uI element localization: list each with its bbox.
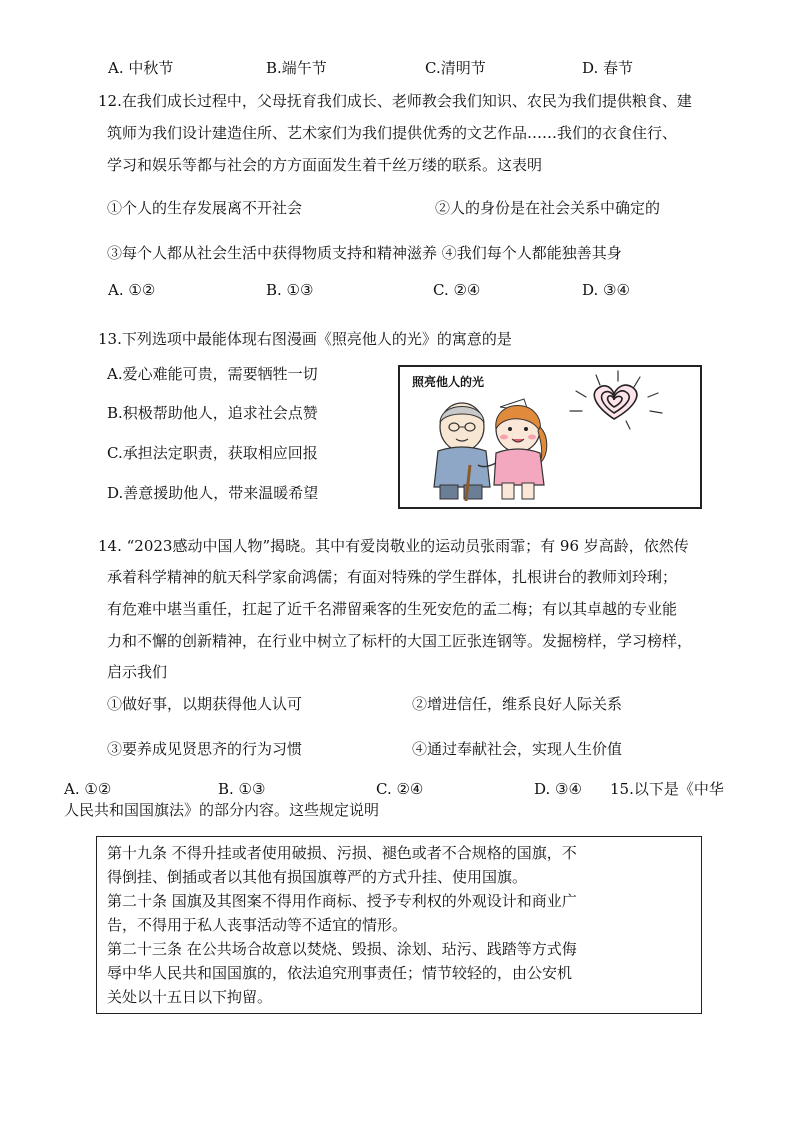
q14-statement-1: ①做好事，以期获得他人认可 [107, 695, 303, 713]
q15-stem: 15.以下是《中华 [610, 780, 724, 798]
q14-statement-3: ③要养成见贤思齐的行为习惯 [107, 740, 303, 758]
q13-option-a: A.爱心难能可贵，需要牺牲一切 [107, 365, 318, 383]
q13-option-d: D.善意援助他人，带来温暖希望 [107, 484, 319, 502]
q12-option-d: D. ③④ [582, 281, 630, 299]
q12-option-a: A. ①② [108, 281, 156, 299]
q12-statement-1: ①个人的生存发展离不开社会 [107, 199, 303, 217]
q12-option-b: B. ①③ [266, 281, 314, 299]
law-line: 关处以十五日以下拘留。 [107, 988, 273, 1006]
q14-stem-line: 有危难中堪当重任，扛起了近千名滞留乘客的生死安危的孟二梅；有以其卓越的专业能 [107, 600, 678, 618]
q12-stem-line: 学习和娱乐等都与社会的方方面面发生着千丝万缕的联系。这表明 [107, 156, 543, 174]
law-line: 第十九条 不得升挂或者使用破损、污损、褪色或者不合规格的国旗，不 [107, 844, 577, 862]
q14-stem-line: 承着科学精神的航天科学家俞鸿儒；有面对特殊的学生群体，扎根讲台的教师刘玲琍； [107, 568, 678, 586]
q12-statement-2: ②人的身份是在社会关系中确定的 [435, 199, 661, 217]
law-line: 第二十条 国旗及其图案不得用作商标、授予专利权的外观设计和商业广 [107, 892, 577, 910]
q14-stem-line: 14. “2023感动中国人物”揭晓。其中有爱岗敬业的运动员张雨霏；有 96 岁高龄，依然传 [98, 537, 689, 555]
law-line: 告，不得用于私人丧事活动等不适宜的情形。 [107, 916, 408, 934]
cartoon-drawing [400, 367, 700, 507]
law-line: 得倒挂、倒插或者以其他有损国旗尊严的方式升挂、使用国旗。 [107, 868, 528, 886]
q12-stem-line: 筑师为我们设计建造住所、艺术家们为我们提供优秀的文艺作品……我们的衣食住行、 [107, 124, 678, 142]
q11-option-c: C.清明节 [425, 59, 486, 77]
cartoon-title: 照亮他人的光 [412, 375, 485, 389]
law-line: 辱中华人民共和国国旗的，依法追究刑事责任；情节较轻的，由公安机 [107, 964, 573, 982]
q13-option-c: C.承担法定职责，获取相应回报 [107, 444, 318, 462]
q12-statement-3-4: ③每个人都从社会生活中获得物质支持和精神滋养 ④我们每个人都能独善其身 [107, 244, 622, 262]
q14-option-d: D. ③④ [534, 780, 582, 798]
q14-option-c: C. ②④ [376, 780, 424, 798]
q13-option-b: B.积极帮助他人，追求社会点赞 [107, 404, 318, 422]
q14-option-b: B. ①③ [218, 780, 266, 798]
cartoon-illustration [398, 365, 702, 509]
q14-stem-line: 启示我们 [107, 663, 168, 681]
q14-option-a: A. ①② [64, 780, 112, 798]
q11-option-d: D. 春节 [582, 59, 634, 77]
q11-option-b: B.端午节 [266, 59, 327, 77]
q15-stem-line: 人民共和国国旗法》的部分内容。这些规定说明 [64, 801, 380, 819]
q12-option-c: C. ②④ [433, 281, 481, 299]
q14-statement-4: ④通过奉献社会，实现人生价值 [412, 740, 623, 758]
q12-stem-line: 12.在我们成长过程中，父母抚育我们成长、老师教会我们知识、农民为我们提供粮食、建 [98, 92, 692, 110]
q14-statement-2: ②增进信任，维系良好人际关系 [412, 695, 623, 713]
q11-option-a: A. 中秋节 [108, 59, 174, 77]
flag-law-excerpt-box [96, 836, 702, 1014]
law-line: 第二十三条 在公共场合故意以焚烧、毁损、涂划、玷污、践踏等方式侮 [107, 940, 577, 958]
q14-stem-line: 力和不懈的创新精神，在行业中树立了标杆的大国工匠张连钢等。发掘榜样，学习榜样， [107, 632, 693, 650]
q13-stem: 13.下列选项中最能体现右图漫画《照亮他人的光》的寓意的是 [98, 330, 512, 348]
